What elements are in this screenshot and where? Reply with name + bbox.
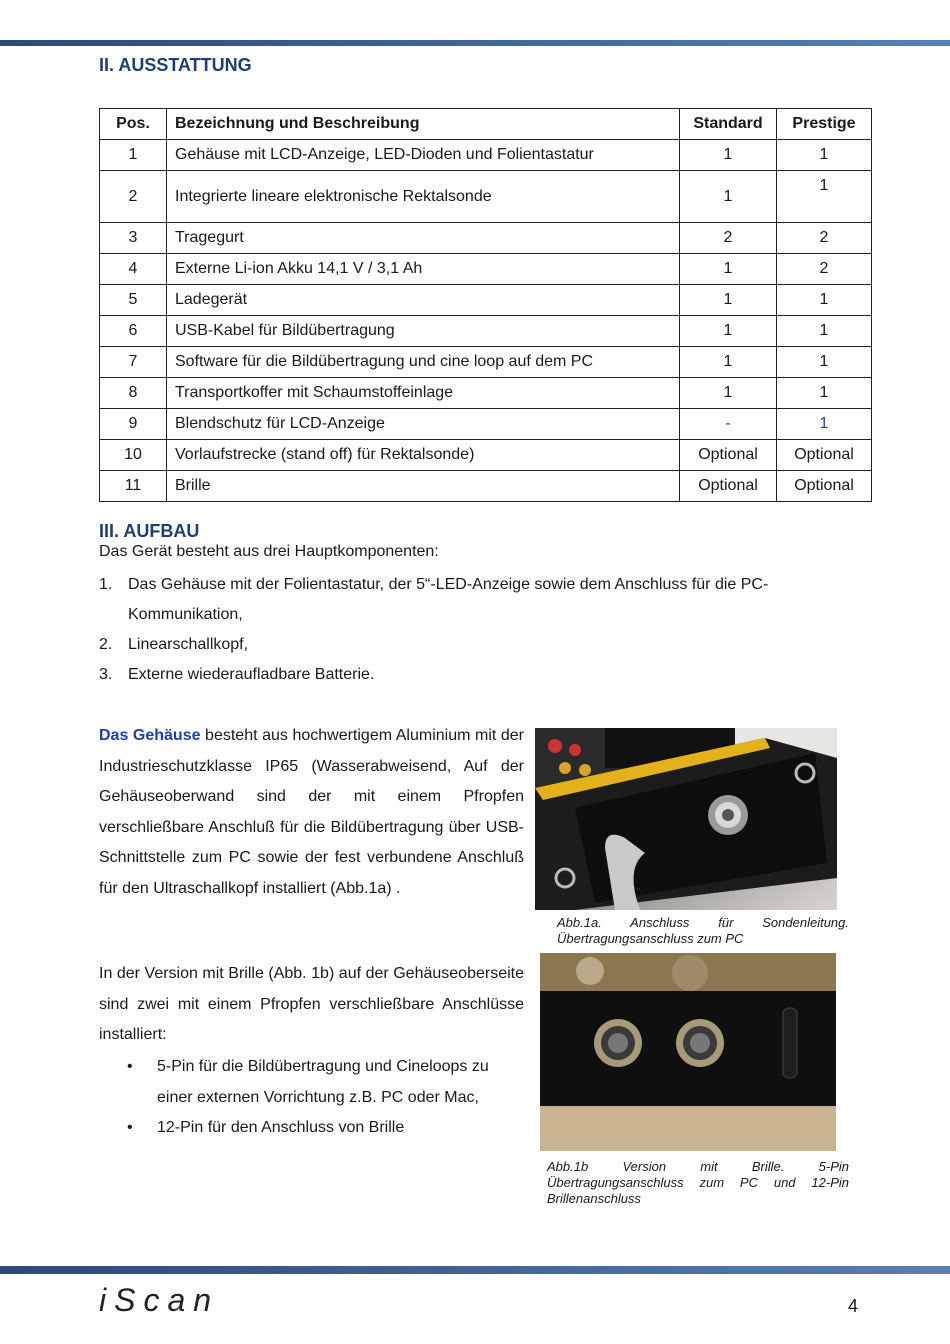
table-row <box>100 347 872 378</box>
row-description: Software für die Bildübertragung und cine loop auf dem PC <box>167 347 680 378</box>
row-position: 9 <box>100 409 167 440</box>
row-standard: Optional <box>680 471 777 502</box>
table-row <box>100 254 872 285</box>
row-standard: 1 <box>680 316 777 347</box>
row-position: 7 <box>100 347 167 378</box>
table-row <box>100 471 872 502</box>
housing-text: besteht aus hochwertigem Aluminium mit der Industrieschutzklasse IP65 (Wasserabweisend, Auf der Gehäuseoberwand sind der mit einem Pfropfen verschließbare Anschluß für die Bildübertragung über USB- Schnittstelle zum PC sowie der fest verbundene Anschluß für den Ultraschallkopf installiert (Abb.1a) . <box>99 727 524 897</box>
list-text: Externe wiederaufladbare Batterie. <box>128 666 375 683</box>
photo-1b <box>540 953 836 1151</box>
list-number: 2. <box>99 636 113 653</box>
row-prestige: 2 <box>777 223 872 254</box>
row-position: 6 <box>100 316 167 347</box>
row-description: USB-Kabel für Bildübertragung <box>167 316 680 347</box>
row-prestige: 1 <box>777 140 872 171</box>
caption-1b: Abb.1b Version mit Brille. 5-Pin Übertragungsanschluss zum PC und 12-Pin Brillenanschluss <box>547 1159 849 1206</box>
page-number: 4 <box>848 1296 859 1316</box>
row-standard: 1 <box>680 347 777 378</box>
column-header: Standard <box>680 109 777 140</box>
row-standard: 1 <box>680 285 777 316</box>
row-prestige: 1 <box>777 285 872 316</box>
header-rule <box>0 40 950 46</box>
table-row <box>100 440 872 471</box>
row-prestige: 1 <box>777 316 872 347</box>
list-text: Das Gehäuse mit der Folientastatur, der 5“-LED-Anzeige sowie dem Anschluss für die PC-Kommunikation, <box>128 576 769 623</box>
row-description: Tragegurt <box>167 223 680 254</box>
row-position: 8 <box>100 378 167 409</box>
table-row <box>100 223 872 254</box>
table-row <box>100 140 872 171</box>
row-standard: - <box>680 409 777 440</box>
list-item <box>99 630 859 660</box>
row-standard: 1 <box>680 378 777 409</box>
footer-rule <box>0 1266 950 1274</box>
table-row <box>100 409 872 440</box>
caption-1a: Abb.1a. Anschluss für Sondenleitung. Übertragungsanschluss zum PC <box>557 915 849 946</box>
row-description: Brille <box>167 471 680 502</box>
row-position: 3 <box>100 223 167 254</box>
row-position: 5 <box>100 285 167 316</box>
row-description: Integrierte lineare elektronische Rektalsonde <box>167 171 680 223</box>
list-text: Linearschallkopf, <box>128 636 249 653</box>
row-description: Gehäuse mit LCD-Anzeige, LED-Dioden und Folientastatur <box>167 140 680 171</box>
column-header: Prestige <box>777 109 872 140</box>
table-row <box>100 285 872 316</box>
table-row <box>100 316 872 347</box>
row-description: Blendschutz für LCD-Anzeige <box>167 409 680 440</box>
list-number: 1. <box>99 576 113 593</box>
table-row <box>100 171 872 223</box>
brand-logo: iScan <box>99 1282 220 1318</box>
row-standard: 1 <box>680 171 777 223</box>
equipment-heading: II. AUSSTATTUNG <box>99 55 252 75</box>
housing-paragraph <box>99 721 524 904</box>
list-item <box>99 570 859 630</box>
connector-photo-image <box>535 728 837 910</box>
photo-1a <box>535 728 837 910</box>
row-position: 4 <box>100 254 167 285</box>
list-item <box>99 660 859 690</box>
table-row <box>100 378 872 409</box>
components-list <box>99 570 859 690</box>
column-header: Bezeichnung und Beschreibung <box>167 109 680 140</box>
list-number: 3. <box>99 666 113 683</box>
row-prestige: 1 <box>777 347 872 378</box>
row-position: 11 <box>100 471 167 502</box>
row-position: 1 <box>100 140 167 171</box>
row-prestige: Optional <box>777 440 872 471</box>
row-standard: 1 <box>680 140 777 171</box>
row-standard: 1 <box>680 254 777 285</box>
row-prestige: 2 <box>777 254 872 285</box>
row-description: Ladegerät <box>167 285 680 316</box>
row-standard: Optional <box>680 440 777 471</box>
row-prestige: Optional <box>777 471 872 502</box>
housing-lead: Das Gehäuse <box>99 727 201 744</box>
row-position: 10 <box>100 440 167 471</box>
table-header-row <box>100 109 872 140</box>
row-prestige: 1 <box>777 409 872 440</box>
structure-heading: III. AUFBAU <box>99 521 200 541</box>
list-item: • 12-Pin für den Anschluss von Brille <box>127 1113 527 1144</box>
row-prestige: 1 <box>777 378 872 409</box>
equipment-table <box>99 108 872 502</box>
row-standard: 2 <box>680 223 777 254</box>
row-position: 2 <box>100 171 167 223</box>
column-header: Pos. <box>100 109 167 140</box>
row-prestige: 1 <box>777 171 872 223</box>
version-paragraph: In der Version mit Brille (Abb. 1b) auf der Gehäuseoberseite sind zwei mit einem Pfropfen verschließbare Anschlüsse installiert: <box>99 965 524 1043</box>
pin-list <box>127 1052 527 1144</box>
list-item: • 5-Pin für die Bildübertragung und Cineloops zu einer externen Vorrichtung z.B. PC oder Mac, <box>127 1052 527 1113</box>
structure-intro: Das Gerät besteht aus drei Hauptkomponenten: <box>99 543 439 560</box>
row-description: Vorlaufstrecke (stand off) für Rektalsonde) <box>167 440 680 471</box>
glasses-connector-photo-image <box>540 953 836 1151</box>
row-description: Transportkoffer mit Schaumstoffeinlage <box>167 378 680 409</box>
row-description: Externe Li-ion Akku 14,1 V / 3,1 Ah <box>167 254 680 285</box>
